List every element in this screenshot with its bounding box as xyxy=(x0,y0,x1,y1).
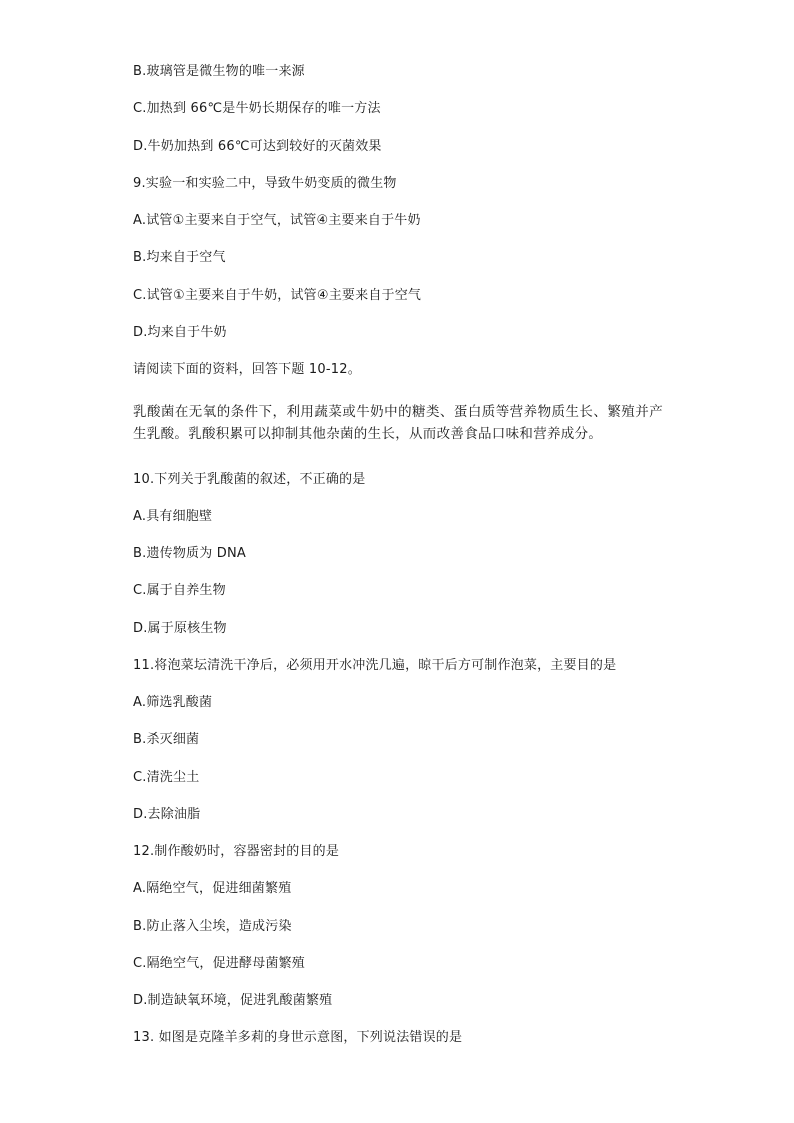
q11-option-b: B.杀灭细菌 xyxy=(133,732,200,747)
q13-stem: 13. 如图是克隆羊多莉的身世示意图，下列说法错误的是 xyxy=(133,1030,463,1045)
q11-option-a: A.筛选乳酸菌 xyxy=(133,695,213,710)
reading-passage: 乳酸菌在无氧的条件下，利用蔬菜或牛奶中的糖类、蛋白质等营养物质生长、繁殖并产生乳酸。乳酸积累可以抑制其他杂菌的生长，从而改善食品口味和营养成分。 xyxy=(133,404,663,442)
q8-option-b: B.玻璃管是微生物的唯一来源 xyxy=(133,64,305,79)
q12-option-a: A.隔绝空气，促进细菌繁殖 xyxy=(133,881,292,896)
q8-option-c: C.加热到 66℃是牛奶长期保存的唯一方法 xyxy=(133,101,381,116)
q10-option-d: D.属于原核生物 xyxy=(133,621,227,636)
q10-stem: 10.下列关于乳酸菌的叙述，不正确的是 xyxy=(133,472,366,487)
q12-stem: 12.制作酸奶时，容器密封的目的是 xyxy=(133,844,340,859)
q12-option-b: B.防止落入尘埃，造成污染 xyxy=(133,919,292,934)
q8-option-d: D.牛奶加热到 66℃可达到较好的灭菌效果 xyxy=(133,139,382,154)
q11-option-d: D.去除油脂 xyxy=(133,807,201,822)
q9-stem: 9.实验一和实验二中，导致牛奶变质的微生物 xyxy=(133,176,397,191)
q12-option-c: C.隔绝空气，促进酵母菌繁殖 xyxy=(133,956,306,971)
q11-stem: 11.将泡菜坛清洗干净后，必须用开水冲洗几遍，晾干后方可制作泡菜，主要目的是 xyxy=(133,658,617,673)
q11-option-c: C.清洗尘土 xyxy=(133,770,200,785)
reading-instruction: 请阅读下面的资料，回答下题 10-12。 xyxy=(133,362,361,377)
q9-option-b: B.均来自于空气 xyxy=(133,250,226,265)
q9-option-c: C.试管①主要来自于牛奶，试管④主要来自于空气 xyxy=(133,288,422,303)
q12-option-d: D.制造缺氧环境，促进乳酸菌繁殖 xyxy=(133,993,333,1008)
q9-option-d: D.均来自于牛奶 xyxy=(133,325,227,340)
q10-option-b: B.遗传物质为 DNA xyxy=(133,546,247,561)
q9-option-a: A.试管①主要来自于空气，试管④主要来自于牛奶 xyxy=(133,213,421,228)
q10-option-c: C.属于自养生物 xyxy=(133,583,226,598)
q10-option-a: A.具有细胞壁 xyxy=(133,509,213,524)
